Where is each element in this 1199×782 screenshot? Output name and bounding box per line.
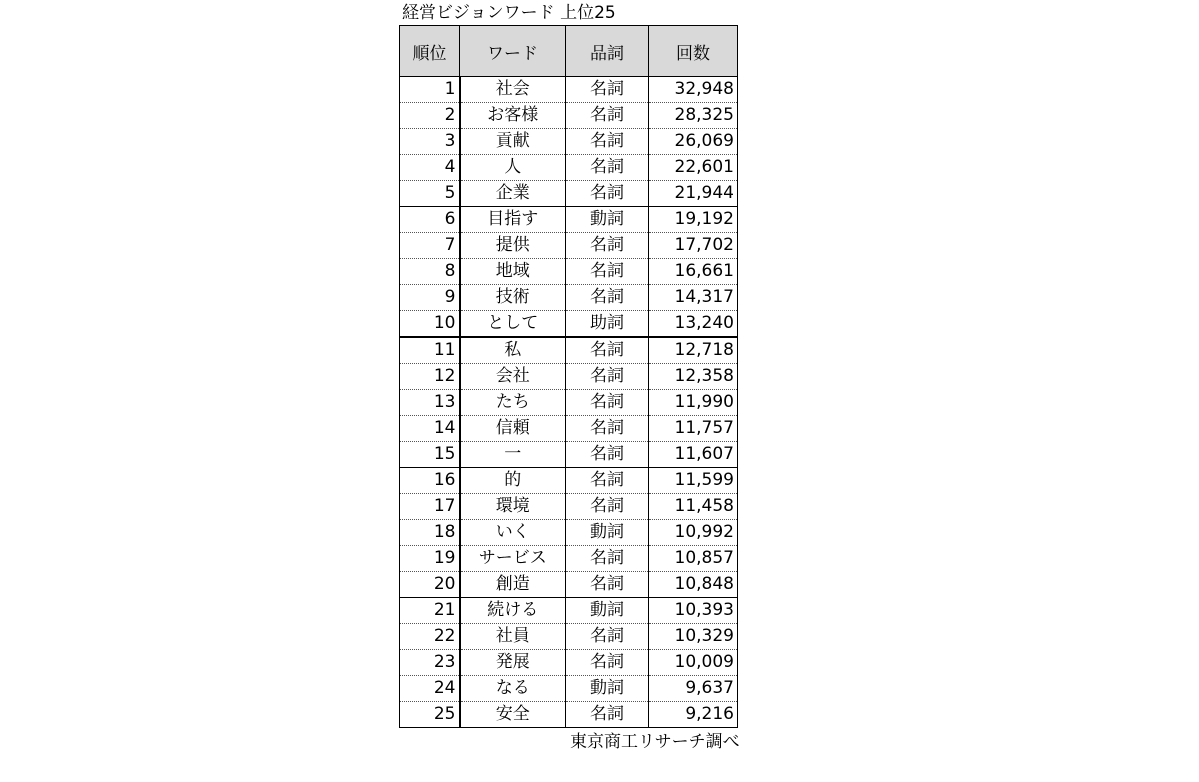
pos-cell: 名詞: [566, 572, 649, 598]
rank-cell: 20: [400, 572, 460, 598]
pos-cell: 名詞: [566, 129, 649, 155]
count-cell: 32,948: [649, 77, 738, 103]
header-rank: 順位: [400, 26, 460, 77]
rank-cell: 15: [400, 442, 460, 468]
ranking-table: [399, 25, 738, 728]
word-cell: 環境: [460, 494, 566, 520]
pos-cell: 名詞: [566, 364, 649, 390]
rank-cell: 6: [400, 207, 460, 233]
rank-cell: 22: [400, 624, 460, 650]
table-row: [400, 494, 738, 520]
pos-cell: 助詞: [566, 311, 649, 338]
table-row: [400, 181, 738, 207]
rank-cell: 8: [400, 259, 460, 285]
header-row: [400, 26, 738, 77]
pos-cell: 名詞: [566, 624, 649, 650]
word-cell: いく: [460, 520, 566, 546]
rank-cell: 18: [400, 520, 460, 546]
count-cell: 11,607: [649, 442, 738, 468]
table-body: [400, 77, 738, 728]
word-cell: サービス: [460, 546, 566, 572]
rank-cell: 7: [400, 233, 460, 259]
word-cell: 貢献: [460, 129, 566, 155]
table-row: [400, 702, 738, 728]
word-cell: 続ける: [460, 598, 566, 624]
table-row: [400, 259, 738, 285]
pos-cell: 名詞: [566, 285, 649, 311]
table-row: [400, 442, 738, 468]
pos-cell: 名詞: [566, 468, 649, 494]
rank-cell: 2: [400, 103, 460, 129]
word-cell: 信頼: [460, 416, 566, 442]
rank-cell: 19: [400, 546, 460, 572]
count-cell: 16,661: [649, 259, 738, 285]
count-cell: 28,325: [649, 103, 738, 129]
table-row: [400, 233, 738, 259]
header-pos: 品詞: [566, 26, 649, 77]
count-cell: 11,757: [649, 416, 738, 442]
count-cell: 19,192: [649, 207, 738, 233]
word-cell: 人: [460, 155, 566, 181]
source-note: 東京商工リサーチ調べ: [570, 732, 740, 752]
rank-cell: 14: [400, 416, 460, 442]
count-cell: 10,848: [649, 572, 738, 598]
pos-cell: 名詞: [566, 494, 649, 520]
word-cell: 社会: [460, 77, 566, 103]
count-cell: 11,599: [649, 468, 738, 494]
word-cell: 的: [460, 468, 566, 494]
count-cell: 12,358: [649, 364, 738, 390]
pos-cell: 名詞: [566, 416, 649, 442]
count-cell: 14,317: [649, 285, 738, 311]
word-cell: なる: [460, 676, 566, 702]
table-row: [400, 598, 738, 624]
word-cell: 企業: [460, 181, 566, 207]
rank-cell: 12: [400, 364, 460, 390]
pos-cell: 動詞: [566, 676, 649, 702]
rank-cell: 16: [400, 468, 460, 494]
table-row: [400, 676, 738, 702]
word-cell: たち: [460, 390, 566, 416]
count-cell: 22,601: [649, 155, 738, 181]
rank-cell: 13: [400, 390, 460, 416]
word-cell: 会社: [460, 364, 566, 390]
table-row: [400, 520, 738, 546]
pos-cell: 名詞: [566, 233, 649, 259]
rank-cell: 21: [400, 598, 460, 624]
count-cell: 11,990: [649, 390, 738, 416]
pos-cell: 名詞: [566, 77, 649, 103]
rank-cell: 25: [400, 702, 460, 728]
table-row: [400, 468, 738, 494]
word-cell: 社員: [460, 624, 566, 650]
count-cell: 10,992: [649, 520, 738, 546]
count-cell: 12,718: [649, 337, 738, 364]
table-row: [400, 364, 738, 390]
count-cell: 10,857: [649, 546, 738, 572]
rank-cell: 23: [400, 650, 460, 676]
rank-cell: 24: [400, 676, 460, 702]
pos-cell: 動詞: [566, 598, 649, 624]
word-cell: 私: [460, 337, 566, 364]
pos-cell: 名詞: [566, 546, 649, 572]
table-row: [400, 155, 738, 181]
count-cell: 9,216: [649, 702, 738, 728]
pos-cell: 動詞: [566, 207, 649, 233]
count-cell: 10,009: [649, 650, 738, 676]
table-row: [400, 624, 738, 650]
rank-cell: 3: [400, 129, 460, 155]
table-row: [400, 650, 738, 676]
word-cell: 技術: [460, 285, 566, 311]
pos-cell: 名詞: [566, 702, 649, 728]
rank-cell: 4: [400, 155, 460, 181]
table-row: [400, 546, 738, 572]
word-cell: 目指す: [460, 207, 566, 233]
pos-cell: 名詞: [566, 442, 649, 468]
table-row: [400, 572, 738, 598]
pos-cell: 動詞: [566, 520, 649, 546]
table-row: [400, 390, 738, 416]
pos-cell: 名詞: [566, 155, 649, 181]
word-cell: お客様: [460, 103, 566, 129]
rank-cell: 5: [400, 181, 460, 207]
table-title: 経営ビジョンワード 上位25: [402, 3, 616, 23]
table-row: [400, 311, 738, 338]
count-cell: 17,702: [649, 233, 738, 259]
table-row: [400, 103, 738, 129]
table-row: [400, 285, 738, 311]
rank-cell: 10: [400, 311, 460, 338]
word-cell: として: [460, 311, 566, 338]
rank-cell: 17: [400, 494, 460, 520]
word-cell: 一: [460, 442, 566, 468]
table-row: [400, 416, 738, 442]
header-word: ワード: [460, 26, 566, 77]
count-cell: 13,240: [649, 311, 738, 338]
count-cell: 21,944: [649, 181, 738, 207]
word-cell: 提供: [460, 233, 566, 259]
table-row: [400, 129, 738, 155]
table-row: [400, 207, 738, 233]
pos-cell: 名詞: [566, 650, 649, 676]
word-cell: 安全: [460, 702, 566, 728]
word-cell: 創造: [460, 572, 566, 598]
count-cell: 9,637: [649, 676, 738, 702]
pos-cell: 名詞: [566, 181, 649, 207]
rank-cell: 1: [400, 77, 460, 103]
table-row: [400, 77, 738, 103]
table-row: [400, 337, 738, 364]
count-cell: 10,393: [649, 598, 738, 624]
pos-cell: 名詞: [566, 337, 649, 364]
rank-cell: 9: [400, 285, 460, 311]
word-cell: 地域: [460, 259, 566, 285]
pos-cell: 名詞: [566, 390, 649, 416]
count-cell: 11,458: [649, 494, 738, 520]
count-cell: 10,329: [649, 624, 738, 650]
header-count: 回数: [649, 26, 738, 77]
count-cell: 26,069: [649, 129, 738, 155]
pos-cell: 名詞: [566, 259, 649, 285]
word-cell: 発展: [460, 650, 566, 676]
rank-cell: 11: [400, 337, 460, 364]
pos-cell: 名詞: [566, 103, 649, 129]
